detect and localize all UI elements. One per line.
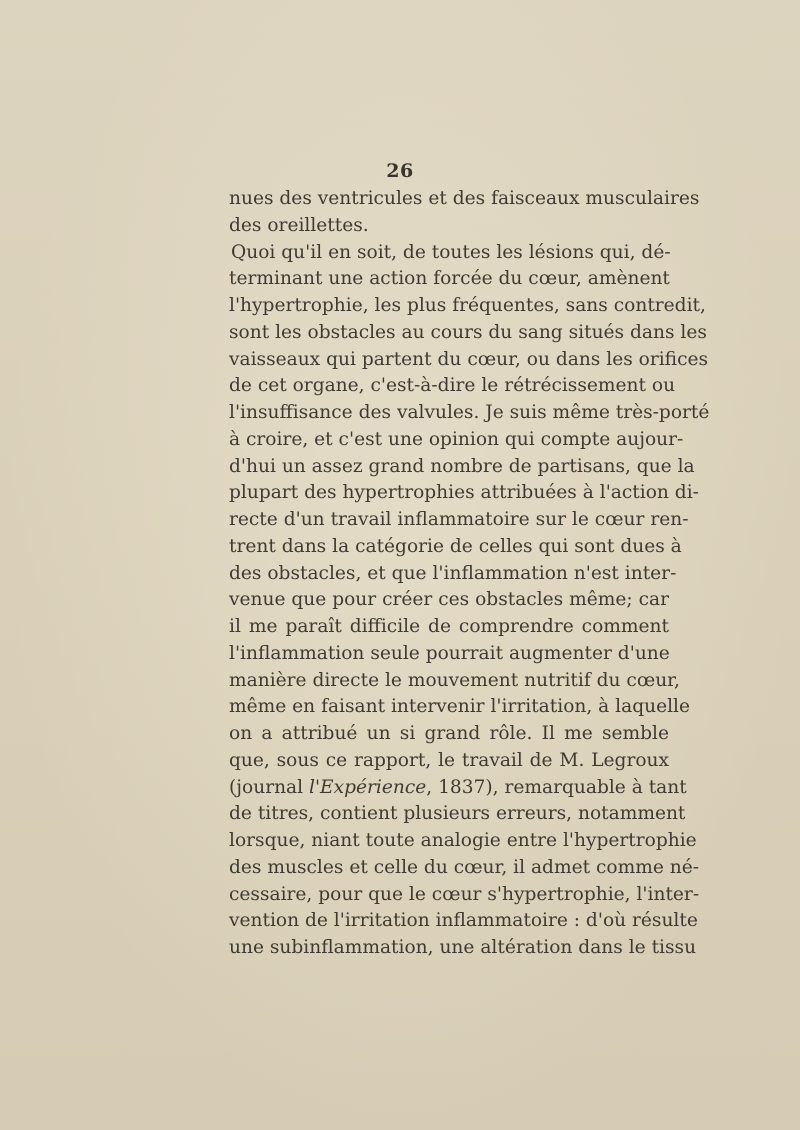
text-line: à croire, et c'est une opinion qui compte aujour- <box>229 428 684 450</box>
text-line: plupart des hypertrophies attribuées à l'action di- <box>229 482 699 504</box>
journal-title-italic: l'Expérience <box>309 776 427 798</box>
text-line: vaisseaux qui partent du cœur, ou dans les orifices <box>229 348 709 370</box>
text-line: des obstacles, et que l'inflammation n'est inter- <box>229 562 677 584</box>
text-line: de titres, contient plusieurs erreurs, notamment <box>229 803 686 825</box>
text-line: venue que pour créer ces obstacles même; car <box>229 589 669 611</box>
text-line: lorsque, niant toute analogie entre l'hypertrophie <box>229 830 697 851</box>
text-line: nues des ventricules et des faisceaux musculaires <box>229 188 700 209</box>
text-line: même en faisant intervenir l'irritation, à laquelle <box>229 696 690 718</box>
text-line: recte d'un travail inflammatoire sur le cœur ren- <box>229 509 689 530</box>
text-line: manière directe le mouvement nutritif du cœur, <box>229 669 680 691</box>
text-line: l'hypertrophie, les plus fréquentes, sans contredit, <box>229 295 706 316</box>
text-line: l'insuffisance des valvules. Je suis même très-porté <box>229 402 710 423</box>
text-line: des muscles et celle du cœur, il admet comme né- <box>229 856 700 878</box>
text-line: terminant une action forcée du cœur, amènent <box>229 268 670 290</box>
text-line: vention de l'irritation inflammatoire : d'où résulte <box>229 910 698 932</box>
text-line: trent dans la catégorie de celles qui sont dues à <box>229 535 682 557</box>
text-line: Quoi qu'il en soit, de toutes les lésions qui, dé- <box>231 241 671 263</box>
text-line: on a attribué un si grand rôle. Il me semble <box>229 723 669 744</box>
text-line: sont les obstacles au cours du sang situés dans les <box>229 321 707 343</box>
text-line: que, sous ce rapport, le travail de M. Legroux <box>229 749 669 771</box>
text-line: d'hui un assez grand nombre de partisans, que la <box>229 455 695 477</box>
text-line: (journal l'Expérience, 1837), remarquable à tant <box>229 776 687 798</box>
text-line: cessaire, pour que le cœur s'hypertrophie, l'inter- <box>229 883 700 905</box>
page-number: 26 <box>386 160 414 182</box>
text-line: de cet organe, c'est-à-dire le rétrécissement ou <box>229 375 676 397</box>
text-line: l'inflammation seule pourrait augmenter d'une <box>229 642 670 664</box>
text-line: des oreillettes. <box>229 214 369 236</box>
text-line: il me paraît difficile de comprendre comment <box>229 616 669 637</box>
text-line: une subinflammation, une altération dans le tissu <box>229 937 697 958</box>
body-text <box>229 186 710 962</box>
